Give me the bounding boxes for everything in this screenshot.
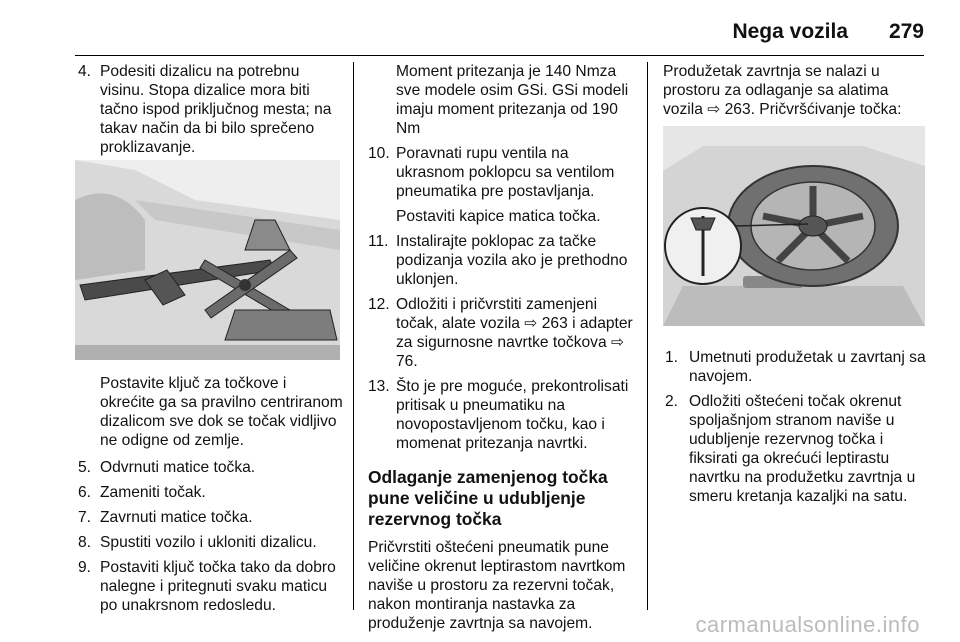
step-7 <box>78 508 344 527</box>
section-paragraph: Pričvrstiti oštećeni pneumatik pune veličine okrenut leptirastom navrtkom naviše u prostoru za rezervni točak, nakon montiranja nastavka za produženje zavrtnja sa navojem. <box>368 539 626 632</box>
column-right <box>663 62 928 119</box>
step-4-continuation: Postavite ključ za točkove i okrećite ga sa pravilno centriranom dizalicom sve dok se točak vidljivo ne odigne od zemlje. <box>100 375 343 449</box>
step-text: Što je pre moguće, prekontrolisati pritisak u pneumatiku na novopostavljenom točku, kao i momenat pritezanja navrtki. <box>396 378 629 452</box>
watermark: carmanualsonline.info <box>695 612 920 637</box>
step-12 <box>368 295 634 371</box>
header-rule <box>75 55 924 56</box>
step-9 <box>78 558 344 615</box>
column-divider-1 <box>353 62 354 610</box>
step-10 <box>368 144 634 201</box>
intro-text: Produžetak zavrtnja se nalazi u prostoru za odlaganje sa alatima vozila <box>663 63 889 118</box>
step-number: 6. <box>78 484 92 501</box>
step-number: 9. <box>78 559 92 576</box>
step-6 <box>78 483 344 502</box>
torque-note: Moment pritezanja je 140 Nmza sve modele osim GSi. GSi modeli imaju moment pritezanja od 190 Nm <box>396 63 629 137</box>
page-ref-arrow-icon[interactable]: ⇨ <box>707 101 721 118</box>
step-number: 8. <box>78 534 92 551</box>
step-text: Odvrnuti matice točka. <box>100 459 256 476</box>
column-middle <box>368 62 634 633</box>
step-text: 263 i adapter za sigurnosne navrtke točkova <box>396 315 633 351</box>
step-number: 11. <box>368 233 389 250</box>
step-10-note: Postaviti kapice matica točka. <box>396 208 601 225</box>
step-number: 13. <box>368 378 390 395</box>
step-text: Poravnati rupu ventila na ukrasnom poklopcu sa ventilom pneumatika pre postavljanja. <box>396 145 615 200</box>
step-text: Podesiti dizalicu na potrebnu visinu. Stopa dizalice mora biti tačno ispod priključnog mesta; na takav način da bi bilo sprečeno proklizavanje. <box>100 63 332 156</box>
step-number: 1. <box>665 349 679 366</box>
step-13 <box>368 377 634 453</box>
step-number: 10. <box>368 145 390 162</box>
section-heading: Odlaganje zamenjenog točka pune veličine u udubljenje rezervnog točka <box>368 467 608 529</box>
step-number: 5. <box>78 459 92 476</box>
mount-step-2 <box>665 392 927 506</box>
step-text: Odložiti oštećeni točak okrenut spoljašnjom stranom naviše u udubljenje rezervnog točka i fiksirati ga okrećući leptirastu navrtku na produžetku zavrtnja u smeru kretanja kazaljki na satu. <box>689 393 916 505</box>
jack-illustration <box>75 160 340 360</box>
column-divider-2 <box>647 62 648 610</box>
page-title: Nega vozila <box>732 20 848 43</box>
spare-wheel-illustration <box>663 126 925 326</box>
step-number: 4. <box>78 63 92 80</box>
column-left-lower <box>78 374 344 615</box>
step-8 <box>78 533 344 552</box>
page-ref-link[interactable]: 76. <box>396 353 418 370</box>
step-text: Instalirajte poklopac za tačke podizanja vozila ako je prethodno uklonjen. <box>396 233 628 288</box>
step-text: Zameniti točak. <box>100 484 206 501</box>
page-header <box>0 0 960 58</box>
step-5 <box>78 458 344 477</box>
step-text: Postaviti ključ točka tako da dobro nalegne i pritegnuti svaku maticu po unakrsnom redosledu. <box>100 559 336 614</box>
mount-step-1 <box>665 348 927 386</box>
step-text: Spustiti vozilo i ukloniti dizalicu. <box>100 534 317 551</box>
intro-text: 263. Pričvršćivanje točka: <box>724 101 902 118</box>
column-left <box>78 62 344 157</box>
page-ref-arrow-icon[interactable]: ⇨ <box>610 334 625 351</box>
intro-paragraph <box>663 62 928 119</box>
page-ref-arrow-icon[interactable]: ⇨ <box>524 315 538 332</box>
step-number: 2. <box>665 393 679 410</box>
step-11 <box>368 232 634 289</box>
step-number: 12. <box>368 296 390 313</box>
column-right-lower <box>665 348 927 506</box>
page-number: 279 <box>888 20 924 43</box>
step-4 <box>78 62 344 157</box>
step-number: 7. <box>78 509 92 526</box>
step-text: Zavrnuti matice točka. <box>100 509 253 526</box>
step-text: Odložiti i pričvrstiti zamenjeni točak, alate vozila <box>396 296 598 332</box>
step-text: Umetnuti produžetak u zavrtanj sa navojem. <box>689 349 926 385</box>
